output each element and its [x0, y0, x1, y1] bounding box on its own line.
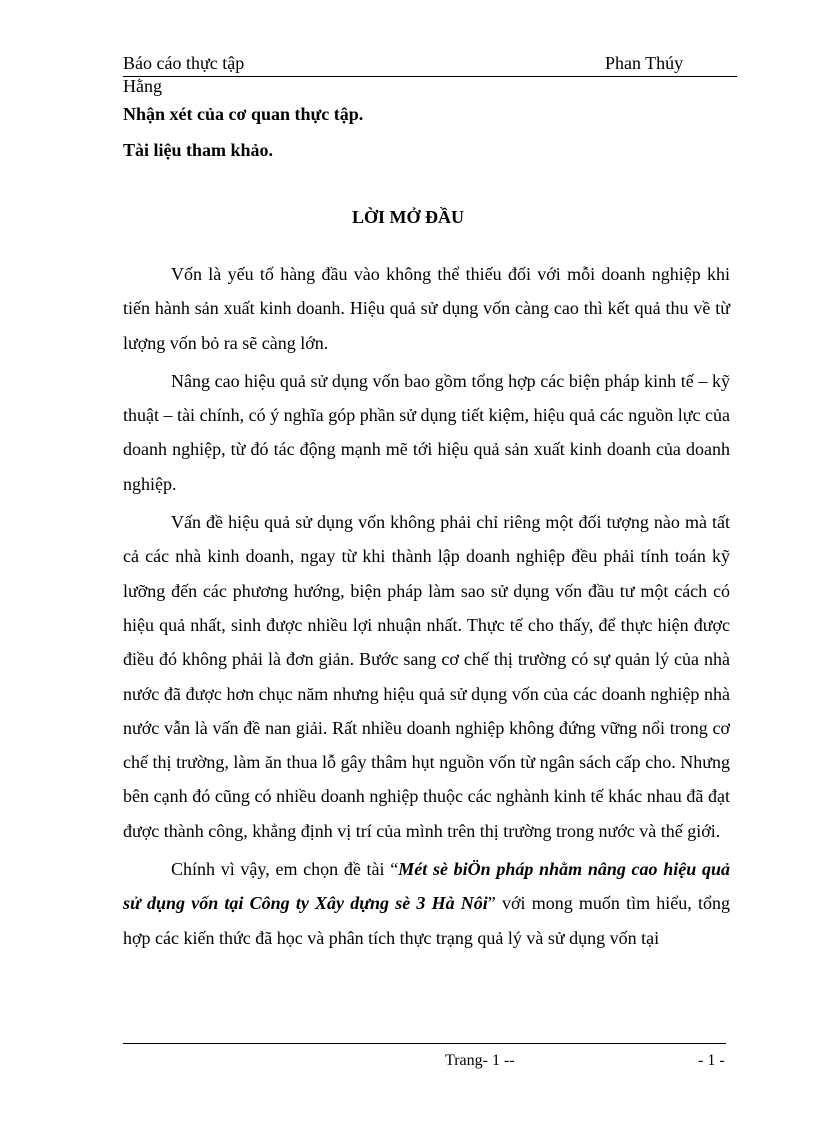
- section-title: LỜI MỞ ĐẦU: [352, 207, 464, 227]
- footer-page-number: - 1 -: [698, 1052, 725, 1069]
- footer-page-label: Trang- 1 --: [445, 1052, 515, 1069]
- header-right-continued: Hằng: [123, 76, 162, 96]
- paragraph-last: [123, 852, 730, 955]
- paragraph-text: ” với mong muốn tìm hiểu, tổng hợp các kiến thức đã học và phân tích thực trạng quả lý và sử dụng vốn tại: [123, 893, 730, 948]
- body-text: [123, 257, 730, 959]
- toc-item: Nhận xét của cơ quan thực tập.: [123, 104, 364, 124]
- footer-rule: [123, 1043, 726, 1044]
- header-right: Phan Thúy: [605, 53, 684, 73]
- thesis-topic: Mét sè biÖn pháp nhằm nâng cao hiệu quả sử dụng vốn tại Công ty Xây dựng sè 3 Hà Nôi: [123, 859, 730, 914]
- toc-item: Tài liệu tham khảo.: [123, 140, 274, 160]
- paragraph-text: Chính vì vậy, em chọn đề tài “: [171, 859, 399, 880]
- paragraph: Nâng cao hiệu quả sử dụng vốn bao gồm tổng hợp các biện pháp kinh tế – kỹ thuật – tài chính, có ý nghĩa góp phần sử dụng tiết kiệm, hiệu quả các nguồn lực của doanh nghiệp, từ đó tác động mạnh mẽ tới hiệu quả sản xuất kinh doanh của doanh nghiệp.: [123, 370, 730, 494]
- header-left: Báo cáo thực tập: [123, 53, 245, 73]
- paragraph: Vấn đề hiệu quả sử dụng vốn không phải chỉ riêng một đối tượng nào mà tất cả các nhà kinh doanh, ngay từ khi thành lập doanh nghiệp đều phải tính toán kỹ lưỡng đến các phương hướng, biện pháp làm sao sử dụng vốn đầu tư một cách có hiệu quả nhất, sinh được nhiều lợi nhuận nhất. Thực tế cho thấy, để thực hiện được điều đó không phải là đơn giản. Bước sang cơ chế thị trường có sự quản lý của nhà nước đã được hơn chục năm nhưng hiệu quả sử dụng vốn của các doanh nghiệp nhà nước vẫn là vấn đề nan giải. Rất nhiều doanh nghiệp không đứng vững nổi trong cơ chế thị trường, làm ăn thua lỗ gây thâm hụt nguồn vốn từ ngân sách cấp cho. Nhưng bên cạnh đó cũng có nhiều doanh nghiệp thuộc các nghành kinh tế khác nhau đã đạt được thành công, khẳng định vị trí của mình trên thị trường trong nước và thế giới.: [123, 512, 730, 841]
- page-header: [123, 52, 737, 77]
- paragraph: Vốn là yếu tố hàng đầu vào không thể thiếu đối với mỗi doanh nghiệp khi tiến hành sản xuất kinh doanh. Hiệu quả sử dụng vốn càng cao thì kết quả thu về từ lượng vốn bỏ ra sẽ càng lớn.: [123, 264, 730, 353]
